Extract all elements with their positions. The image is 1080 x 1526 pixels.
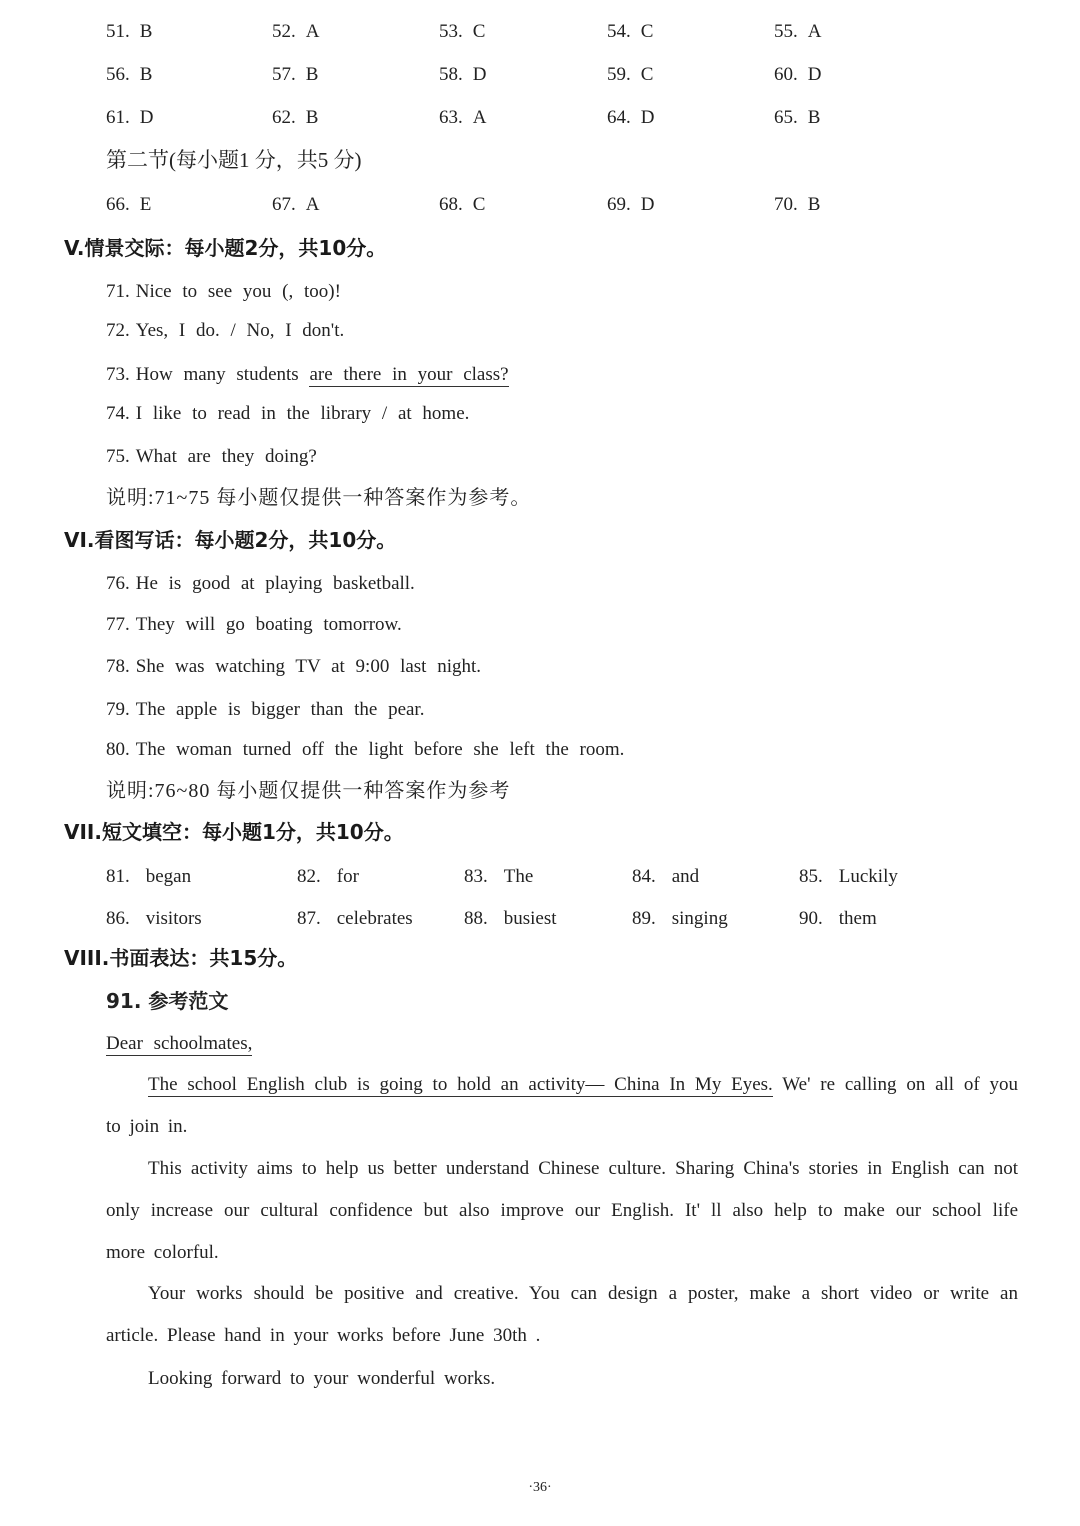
section-2-title: 第二节(每小题1 分，共5 分) [106, 148, 362, 172]
page-number: ·36· [528, 1480, 552, 1495]
answer-item: 52. A [272, 21, 320, 42]
answer-item: 83. The [464, 866, 534, 887]
answer-item: 54. C [607, 21, 654, 42]
answer-item: 60. D [774, 64, 822, 85]
answer-item: 59. C [607, 64, 654, 85]
answer-item: 51. B [106, 21, 153, 42]
answer-item: 90. them [799, 908, 877, 929]
answer-item: 65. B [774, 107, 821, 128]
answer-item: 81. began [106, 866, 192, 887]
answer-sentence: 73. How many students are there in your class? [106, 364, 509, 385]
answer-sentence: 72. Yes, I do. / No, I don't. [106, 320, 345, 341]
answer-sentence: 77. They will go boating tomorrow. [106, 614, 402, 635]
section-6-title: VI.看图写话：每小题2分，共10分。 [64, 528, 397, 552]
answer-item: 58. D [439, 64, 487, 85]
answer-item: 64. D [607, 107, 655, 128]
answer-item: 87. celebrates [297, 908, 413, 929]
essay-paragraph: The school English club is going to hold an activity— China In My Eyes. We' re calling on all of you to join in. [106, 1074, 1018, 1137]
answer-item: 82. for [297, 866, 359, 887]
cloze-row [0, 906, 1080, 932]
essay-greeting: Dear schoolmates, [106, 1033, 253, 1054]
answer-sentence: 78. She was watching TV at 9:00 last night. [106, 656, 482, 677]
answer-item: 61. D [106, 107, 154, 128]
answer-item: 53. C [439, 21, 486, 42]
answer-item: 56. B [106, 64, 153, 85]
underlined-sentence: The school English club is going to hold an activity— China In My Eyes. [148, 1074, 773, 1095]
answer-item: 62. B [272, 107, 319, 128]
section-8-title: VIII.书面表达：共15分。 [64, 946, 298, 970]
answer-item: 89. singing [632, 908, 728, 929]
answer-sentence: 80. The woman turned off the light before she left the room. [106, 739, 625, 760]
answer-item: 63. A [439, 107, 487, 128]
answer-item: 70. B [774, 194, 821, 215]
section-7-title: VII.短文填空：每小题1分，共10分。 [64, 820, 404, 844]
answer-item: 67. A [272, 194, 320, 215]
answer-item: 84. and [632, 866, 700, 887]
cloze-row [0, 864, 1080, 890]
answer-item: 68. C [439, 194, 486, 215]
answer-item: 57. B [272, 64, 319, 85]
answer-item: 86. visitors [106, 908, 202, 929]
mc-row [0, 62, 1080, 88]
answer-item: 69. D [607, 194, 655, 215]
answer-sentence: 74. I like to read in the library / at home. [106, 403, 470, 424]
section-5-title: V.情景交际：每小题2分，共10分。 [64, 236, 387, 260]
answer-sentence: 71. Nice to see you (, too)! [106, 281, 341, 302]
essay-paragraph: This activity aims to help us better understand Chinese culture. Sharing China's stories in English can not only increase our cultural confidence but also improve our English. It' ll also help to make our school life more colorful. [106, 1158, 1018, 1263]
essay-paragraph: Looking forward to your wonderful works. [148, 1368, 496, 1389]
mc-row [0, 192, 1080, 218]
mc-row [0, 19, 1080, 45]
answer-sentence: 76. He is good at playing basketball. [106, 573, 415, 594]
essay-paragraph: Your works should be positive and creative. You can design a poster, make a short video or write an article. Please hand in your works before June 30th . [106, 1283, 1018, 1346]
mc-row [0, 105, 1080, 131]
answer-item: 66. E [106, 194, 152, 215]
sample-essay-label: 91. 参考范文 [106, 989, 229, 1013]
answer-item: 88. busiest [464, 908, 557, 929]
answer-item: 55. A [774, 21, 822, 42]
section-5-note: 说明:71~75 每小题仅提供一种答案作为参考。 [106, 487, 532, 509]
answer-sentence: 79. The apple is bigger than the pear. [106, 699, 425, 720]
section-6-note: 说明:76~80 每小题仅提供一种答案作为参考 [106, 780, 511, 802]
underlined-answer: are there in your class? [309, 364, 509, 385]
answer-item: 85. Luckily [799, 866, 898, 887]
answer-sentence: 75. What are they doing? [106, 446, 317, 467]
